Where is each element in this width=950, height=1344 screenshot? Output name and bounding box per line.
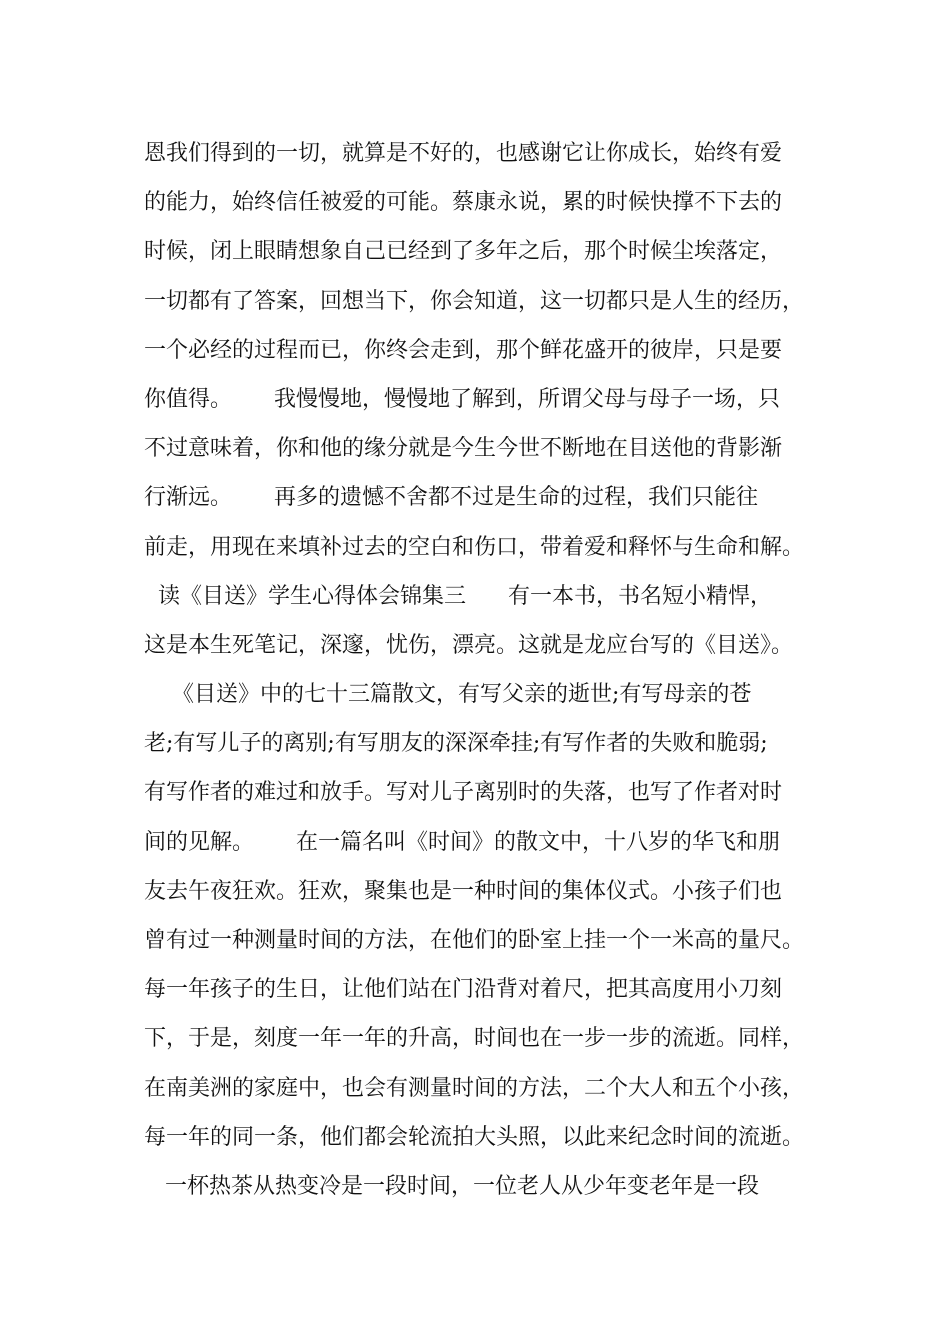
text-line: 的能力，始终信任被爱的可能。蔡康永说，累的时候快撑不下去的	[144, 190, 783, 216]
text-line: 在南美洲的家庭中，也会有测量时间的方法，二个大人和五个小孩，	[144, 1075, 805, 1101]
text-line: 一杯热茶从热变冷是一段时间，一位老人从少年变老年是一段	[144, 1173, 759, 1199]
text-line: 有写作者的难过和放手。写对儿子离别时的失落，也写了作者对时	[144, 780, 783, 806]
text-line: 友去午夜狂欢。狂欢，聚集也是一种时间的集体仪式。小孩子们也	[144, 878, 783, 904]
text-line: 前走，用现在来填补过去的空白和伤口，带着爱和释怀与生命和解。	[144, 534, 805, 560]
text-line: 老;有写儿子的离别;有写朋友的深深牵挂;有写作者的失败和脆弱;	[144, 731, 768, 757]
text-line: 不过意味着，你和他的缘分就是今生今世不断地在目送他的背影渐	[144, 436, 783, 462]
text-line: 恩我们得到的一切，就算是不好的，也感谢它让你成长，始终有爱	[144, 141, 783, 166]
text-line: 行渐远。 再多的遗憾不舍都不过是生命的过程，我们只能往	[144, 485, 758, 511]
text-line: 每一年的同一条，他们都会轮流拍大头照，以此来纪念时间的流逝。	[144, 1124, 805, 1150]
text-line: 时候，闭上眼睛想象自己已经到了多年之后，那个时候尘埃落定，	[144, 239, 783, 265]
text-line: 曾有过一种测量时间的方法，在他们的卧室上挂一个一米高的量尺。	[144, 928, 805, 953]
text-line: 这是本生死笔记，深邃，忧伤，漂亮。这就是龙应台写的《目送》。	[144, 632, 794, 658]
text-line: 你值得。 我慢慢地，慢慢地了解到，所谓父母与母子一场，只	[144, 386, 780, 412]
text-line: 一个必经的过程而已，你终会走到，那个鲜花盛开的彼岸，只是要	[144, 337, 783, 363]
text-line: 下，于是，刻度一年一年的升高，时间也在一步一步的流逝。同样，	[144, 1026, 805, 1052]
text-line: 一切都有了答案，回想当下，你会知道，这一切都只是人生的经历，	[144, 288, 805, 314]
body-text	[144, 129, 834, 1211]
text-line: 每一年孩子的生日，让他们站在门沿背对着尺，把其高度用小刀刻	[144, 977, 783, 1003]
section-heading-line: 读《目送》学生心得体会锦集三 有一本书，书名短小精悍，	[144, 583, 772, 609]
text-line: 《目送》中的七十三篇散文，有写父亲的逝世;有写母亲的苍	[144, 682, 752, 708]
text-line: 间的见解。 在一篇名叫《时间》的散文中，十八岁的华飞和朋	[144, 829, 780, 855]
